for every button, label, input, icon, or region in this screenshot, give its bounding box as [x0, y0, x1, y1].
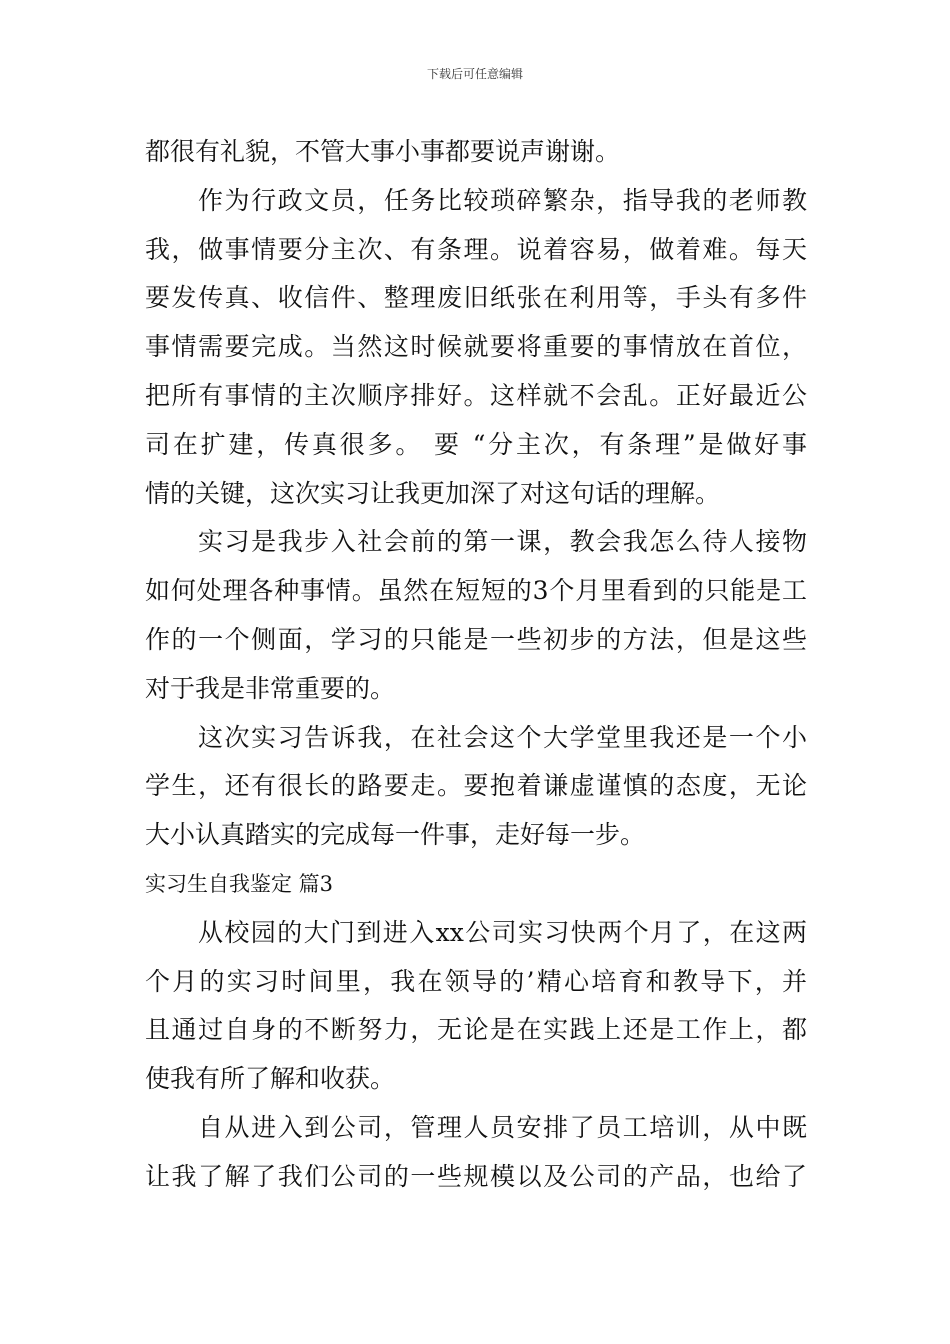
text-line: 情的关键，这次实习让我更加深了对这句话的理解。 [145, 478, 721, 508]
text-line: 使我有所了解和收获。 [145, 1064, 396, 1094]
text-line: 这次实习告诉我，在社会这个大学堂里我还是一个小 [198, 722, 807, 752]
text-line: 个月的实习时间里，我在领导的’精心培育和教导下，并 [145, 966, 807, 996]
text-line: 学生，还有很长的路要走。要抱着谦虚谨慎的态度，无论 [145, 771, 807, 801]
text-line: 我，做事情要分主次、有条理。说着容易，做着难。每天 [145, 234, 807, 264]
text-line: 自从进入到公司，管理人员安排了员工培训，从中既 [198, 1112, 807, 1142]
text-line: 司在扩建，传真很多。 要 “分主次，有条理”是做好事 [145, 429, 807, 459]
text-line: 把所有事情的主次顺序排好。这样就不会乱。正好最近公 [145, 380, 807, 410]
text-line: 让我了解了我们公司的一些规模以及公司的产品，也给了 [145, 1161, 807, 1191]
text-line: 要发传真、收信件、整理废旧纸张在利用等，手头有多件 [145, 283, 807, 313]
text-line: 对于我是非常重要的。 [145, 673, 396, 703]
text-line: 如何处理各种事情。虽然在短短的3个月里看到的只能是工 [145, 576, 807, 606]
text-line: 实习是我步入社会前的第一课，教会我怎么待人接物 [198, 527, 807, 557]
text-line: 从校园的大门到进入xx公司实习快两个月了，在这两 [198, 917, 807, 947]
section-heading: 实习生自我鉴定 篇3 [145, 871, 334, 896]
body-text [145, 128, 807, 1202]
text-line: 作的一个侧面，学习的只能是一些初步的方法，但是这些 [145, 624, 807, 654]
text-line: 作为行政文员，任务比较琐碎繁杂，指导我的老师教 [198, 185, 807, 215]
text-line: 且通过自身的不断努力，无论是在实践上还是工作上，都 [145, 1015, 807, 1045]
text-line: 都很有礼貌，不管大事小事都要说声谢谢。 [145, 137, 621, 166]
text-line: 事情需要完成。当然这时候就要将重要的事情放在首位， [145, 332, 807, 362]
text-line: 大小认真踏实的完成每一件事，走好每一步。 [145, 820, 646, 850]
page-header: 下载后可任意编辑 [426, 67, 523, 81]
